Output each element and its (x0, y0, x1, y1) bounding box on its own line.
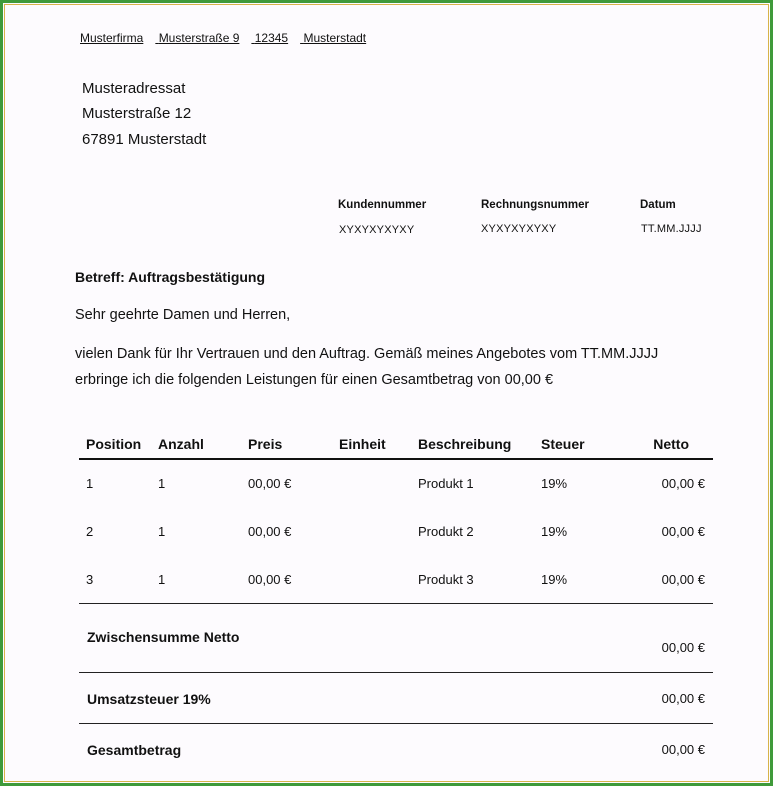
recipient-street: Musterstraße 12 (82, 105, 192, 122)
vat-divider (79, 723, 713, 724)
body-line-1: vielen Dank für Ihr Vertrauen und den Auftrag. Gemäß meines Angebotes vom TT.MM.JJJJ (75, 346, 659, 362)
invoice-number: XYXYXYXYXY (481, 223, 557, 235)
header-quantity: Anzahl (158, 436, 204, 452)
date-label: Datum (640, 199, 676, 211)
row1-quantity: 1 (158, 476, 166, 491)
row3-net: 00,00 € (661, 572, 705, 587)
row3-position: 3 (86, 572, 94, 587)
row2-position: 2 (86, 524, 94, 539)
row1-position: 1 (86, 476, 94, 491)
row3-quantity: 1 (158, 572, 166, 587)
header-description: Beschreibung (418, 436, 512, 452)
items-divider (79, 603, 713, 604)
row3-price: 00,00 € (248, 572, 292, 587)
row2-net: 00,00 € (661, 524, 705, 539)
header-price: Preis (248, 436, 283, 452)
date-value: TT.MM.JJJJ (641, 223, 702, 235)
customer-number: XYXYXYXYXY (339, 224, 415, 236)
header-position: Position (86, 436, 142, 452)
recipient-city: 67891 Musterstadt (82, 131, 207, 148)
row2-price: 00,00 € (248, 524, 292, 539)
subject-line: Betreff: Auftragsbestätigung (75, 269, 266, 285)
row2-tax: 19% (541, 524, 568, 539)
vat-label: Umsatzsteuer 19% (87, 691, 211, 707)
row1-tax: 19% (541, 476, 568, 491)
customer-number-label: Kundennummer (338, 199, 427, 211)
sender-city: Musterstadt (303, 31, 367, 45)
sender-zip: 12345 (254, 31, 289, 45)
recipient-name: Musteradressat (82, 80, 186, 97)
row2-quantity: 1 (158, 524, 166, 539)
subtotal-label: Zwischensumme Netto (87, 629, 240, 645)
subtotal-divider (79, 672, 713, 673)
sender-company: Musterfirma (80, 31, 144, 45)
sender-line (80, 31, 378, 45)
body-line-2: erbringe ich die folgenden Leistungen für einen Gesamtbetrag von 00,00 € (75, 372, 554, 388)
row1-net: 00,00 € (661, 476, 705, 491)
sender-street: Musterstraße 9 (158, 31, 240, 45)
total-label: Gesamtbetrag (87, 742, 182, 758)
row1-price: 00,00 € (248, 476, 292, 491)
row3-description: Produkt 3 (418, 572, 474, 587)
subtotal-value: 00,00 € (661, 640, 705, 655)
header-unit: Einheit (339, 436, 386, 452)
invoice-number-label: Rechnungsnummer (481, 199, 589, 211)
vat-value: 00,00 € (661, 691, 705, 706)
row3-tax: 19% (541, 572, 568, 587)
salutation: Sehr geehrte Damen und Herren, (75, 307, 291, 323)
row1-description: Produkt 1 (418, 476, 474, 491)
header-net: Netto (653, 436, 689, 452)
total-value: 00,00 € (661, 742, 705, 757)
header-tax: Steuer (541, 436, 585, 452)
header-divider (79, 458, 713, 460)
row2-description: Produkt 2 (418, 524, 474, 539)
